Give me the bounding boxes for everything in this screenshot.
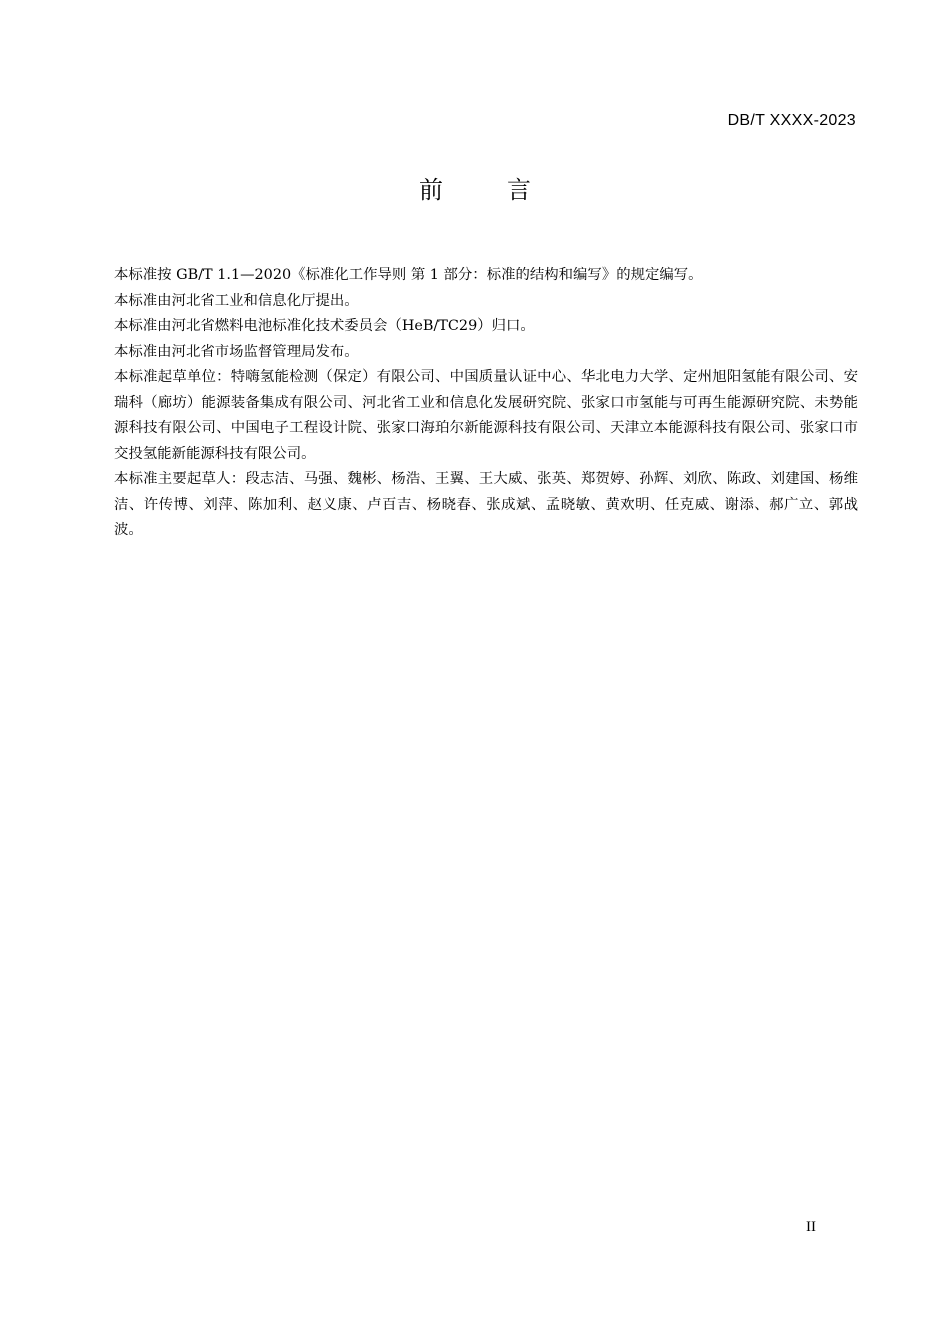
paragraph-drafting-units: 本标准起草单位：特嗨氢能检测（保定）有限公司、中国质量认证中心、华北电力大学、定州旭阳氢能有限公司、安瑞科（廊坊）能源装备集成有限公司、河北省工业和信息化发展研究院、张家口市氢能与可再生能源研究院、未势能源科技有限公司、中国电子工程设计院、张家口海珀尔新能源科技有限公司、天津立本能源科技有限公司、张家口市交投氢能新能源科技有限公司。 xyxy=(114,369,858,462)
paragraph-drafters: 本标准主要起草人：段志洁、马强、魏彬、杨浩、王翼、王大威、张英、郑贺婷、孙辉、刘欣、陈政、刘建国、杨维洁、许传博、刘萍、陈加利、赵义康、卢百吉、杨晓春、张成斌、孟晓敏、黄欢明、任克威、谢添、郝广立、郭战波。 xyxy=(114,471,858,538)
document-code: DB/T XXXX-2023 xyxy=(727,112,856,129)
page-title xyxy=(0,170,950,205)
title-char-2: 言 xyxy=(507,176,531,204)
paragraph-proposer: 本标准由河北省工业和信息化厅提出。 xyxy=(114,292,359,309)
page-number: II xyxy=(806,1219,816,1235)
title-char-1: 前 xyxy=(419,176,443,204)
paragraph-drafting-rules: 本标准按 GB/T 1.1—2020《标准化工作导则 第 1 部分：标准的结构和编写》的规定编写。 xyxy=(114,267,703,283)
foreword-body xyxy=(114,263,858,544)
paragraph-committee: 本标准由河北省燃料电池标准化技术委员会（HeB/TC29）归口。 xyxy=(114,318,535,334)
paragraph-publisher: 本标准由河北省市场监督管理局发布。 xyxy=(114,343,359,360)
